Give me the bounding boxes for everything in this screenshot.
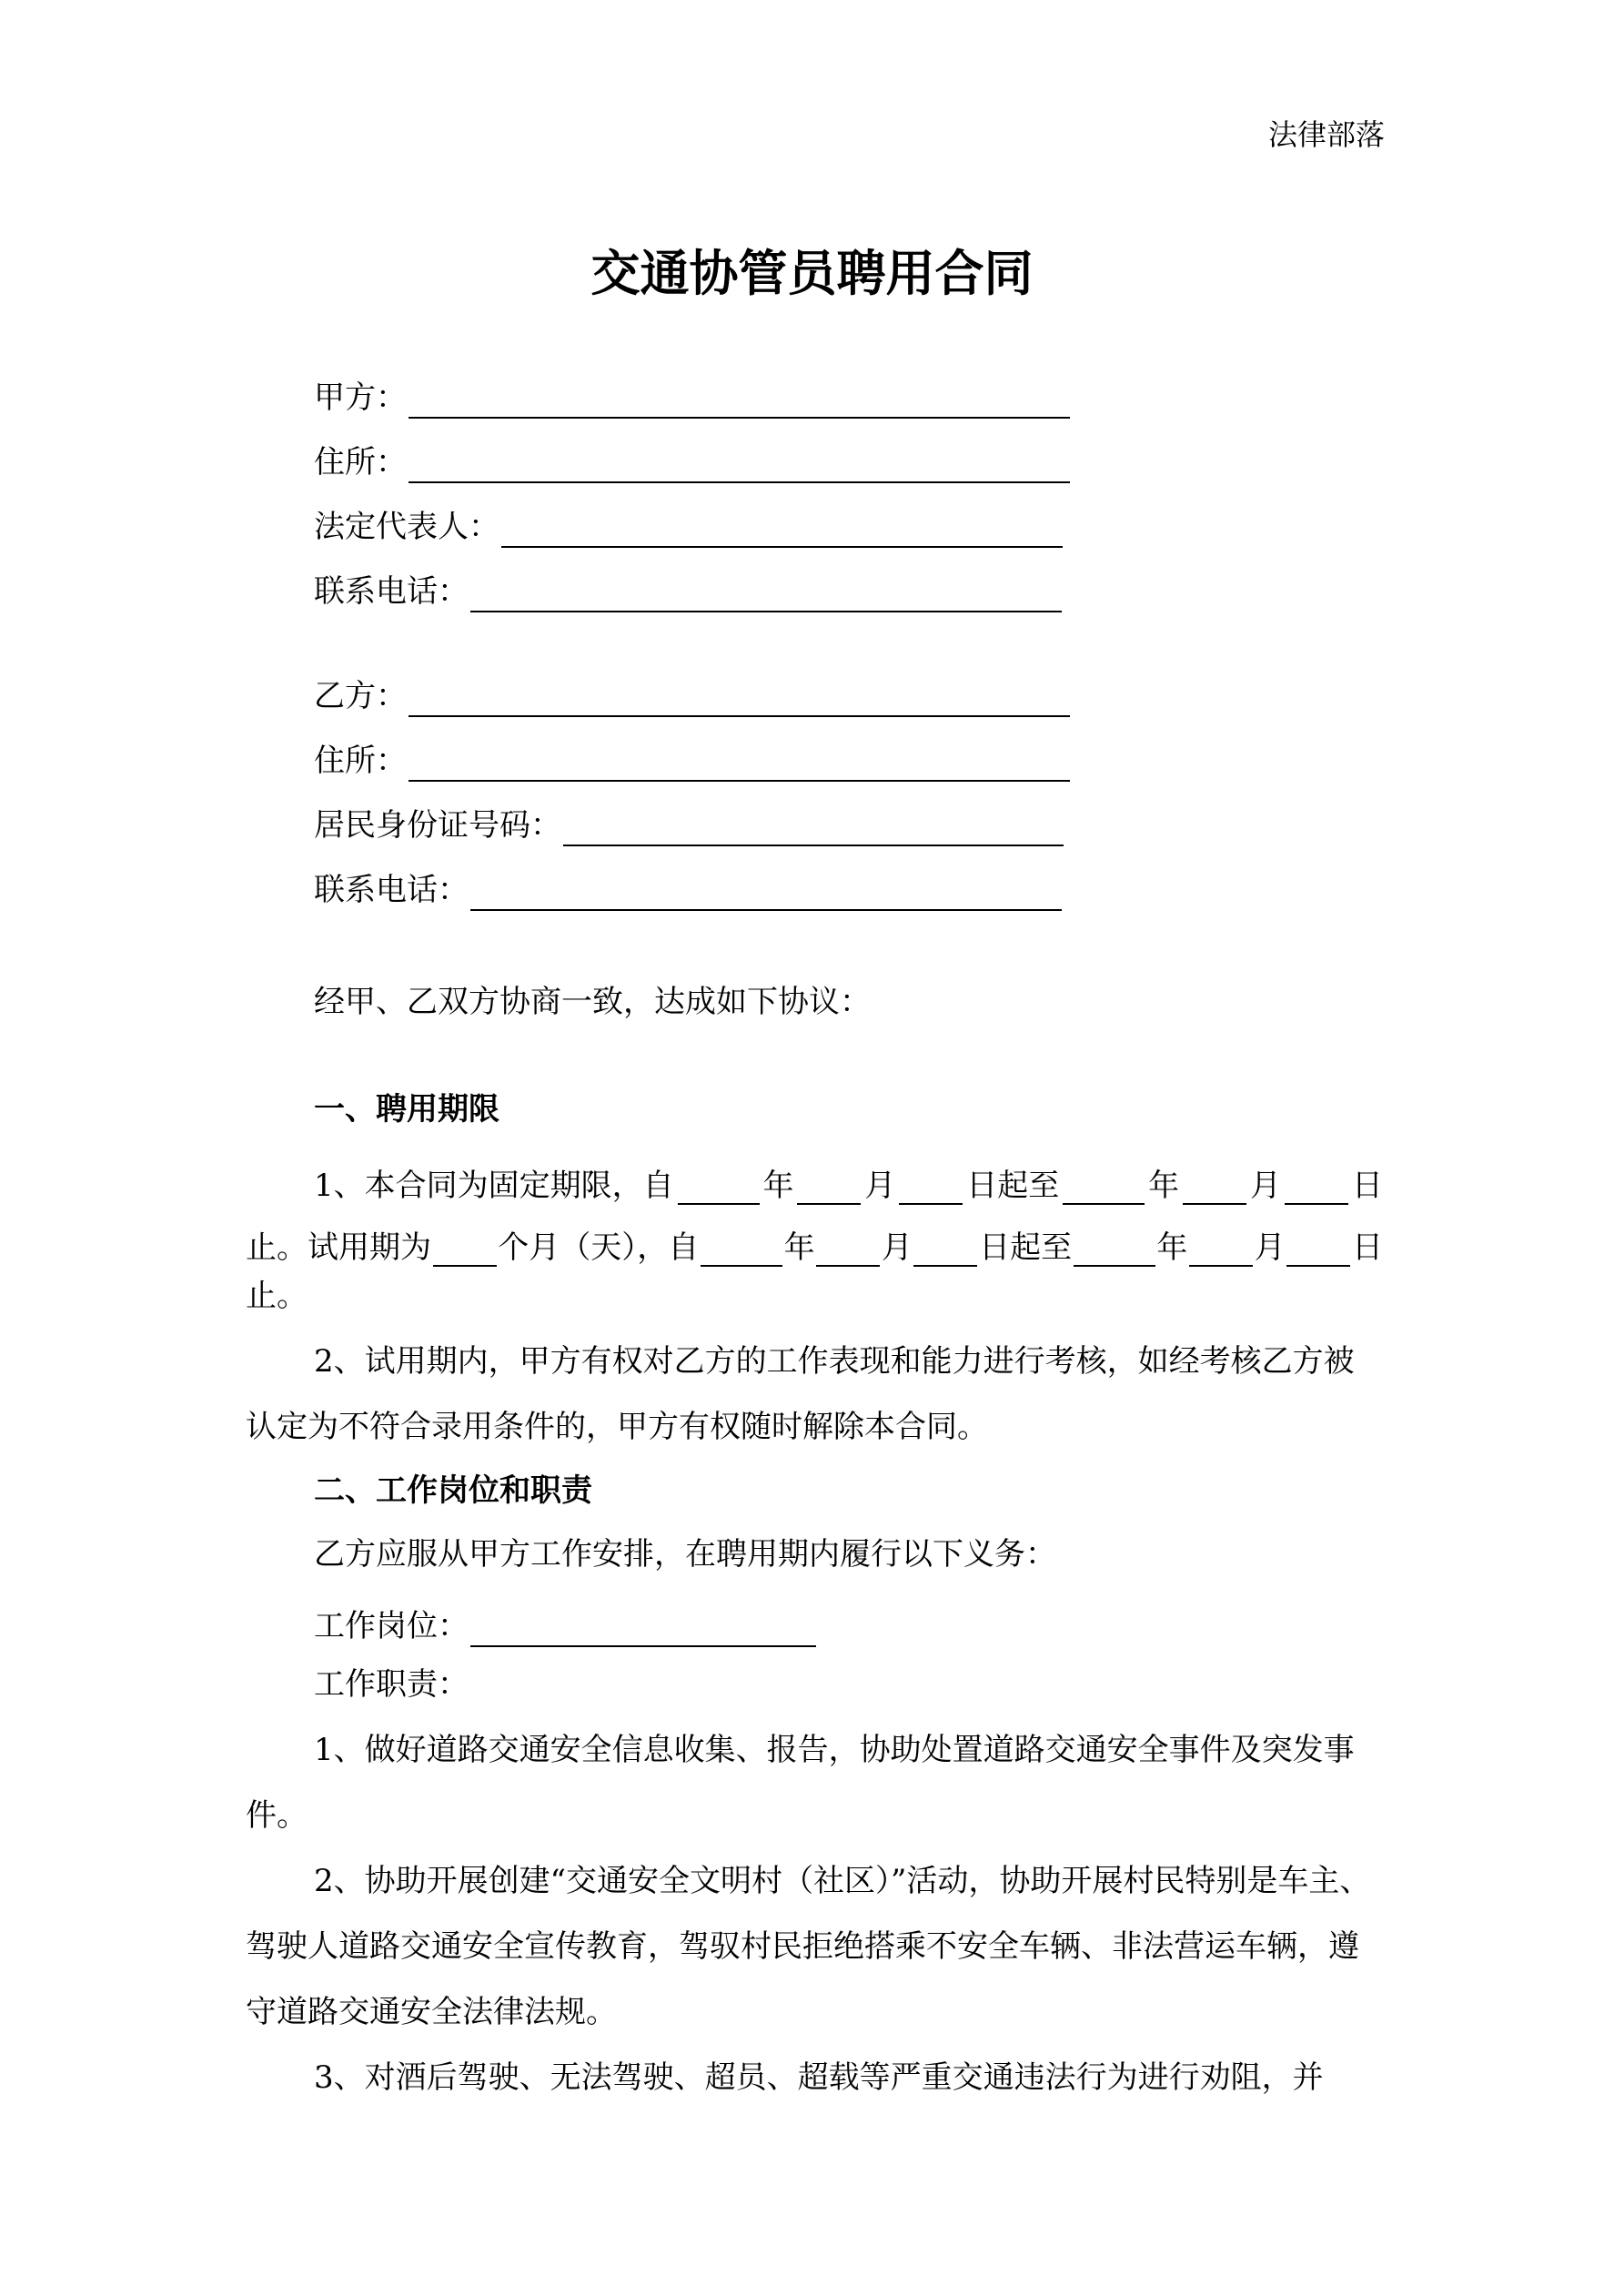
probation-months-label: 个月（天），自 — [498, 1229, 700, 1266]
end-month-label: 月 — [1250, 1168, 1282, 1204]
party-b-address-label: 住所： — [314, 743, 407, 779]
party-a-rep-blank[interactable] — [501, 511, 1063, 548]
party-a-name-blank[interactable] — [409, 382, 1070, 419]
start-day-label: 日起至 — [966, 1168, 1060, 1204]
end-day-blank[interactable] — [1285, 1170, 1348, 1205]
party-b-name-field[interactable] — [314, 670, 1070, 717]
probation-text: 止。试用期为 — [246, 1229, 431, 1266]
header-tag: 法律部落 — [1267, 117, 1385, 152]
start-year-blank[interactable] — [678, 1170, 760, 1205]
start-year-label: 年 — [762, 1168, 794, 1204]
clause-1-line-2 — [246, 1201, 1383, 1267]
party-a-rep-field[interactable] — [314, 501, 1063, 548]
party-a-address-field[interactable] — [314, 436, 1070, 483]
start-month-label: 月 — [864, 1168, 896, 1204]
agreement-intro: 经甲、乙双方协商一致，达成如下协议： — [314, 984, 871, 1020]
party-a-phone-label: 联系电话： — [314, 573, 469, 610]
party-b-address-blank[interactable] — [409, 745, 1070, 782]
party-b-id-blank[interactable] — [563, 810, 1064, 846]
probation-end-month-label: 月 — [1254, 1229, 1286, 1266]
probation-end-day-label: 日 — [1351, 1229, 1383, 1266]
clause-2: 2、试用期内，甲方有权对乙方的工作表现和能力进行考核，如经考核乙方被认定为不符合录用条件的，甲方有权随时解除本合同。 — [246, 1343, 1355, 1445]
probation-start-year-label: 年 — [783, 1229, 815, 1266]
party-b-phone-blank[interactable] — [470, 875, 1062, 911]
section-1-heading: 一、聘用期限 — [314, 1091, 499, 1128]
party-b-id-field[interactable] — [314, 799, 1064, 846]
party-a-rep-label: 法定代表人： — [314, 509, 499, 545]
document-title: 交通协管员聘用合同 — [590, 245, 1034, 302]
clause-1-line-1 — [246, 1139, 1383, 1205]
party-b-phone-label: 联系电话： — [314, 872, 469, 908]
probation-end-year-blank[interactable] — [1074, 1232, 1155, 1267]
start-day-blank[interactable] — [899, 1170, 963, 1205]
duty-2: 2、协助开展创建“交通安全文明村（社区）”活动，协助开展村民特别是车主、驾驶人道路交通安全宣传教育，驾驭村民拒绝搭乘不安全车辆、非法营运车辆，遵守道路交通安全法律法规。 — [246, 1863, 1371, 2030]
probation-months-blank[interactable] — [433, 1232, 497, 1267]
party-b-name-blank[interactable] — [409, 681, 1070, 717]
end-month-blank[interactable] — [1183, 1170, 1246, 1205]
end-year-blank[interactable] — [1063, 1170, 1145, 1205]
duty-1: 1、做好道路交通安全信息收集、报告，协助处置道路交通安全事件及突发事件。 — [246, 1732, 1355, 1834]
party-a-phone-field[interactable] — [314, 565, 1062, 612]
party-a-address-blank[interactable] — [409, 447, 1070, 483]
section-2-heading: 二、工作岗位和职责 — [314, 1472, 592, 1509]
duty-3: 3、对酒后驾驶、无法驾驶、超员、超载等严重交通违法行为进行劝阻，并 — [314, 2059, 1324, 2096]
probation-start-day-blank[interactable] — [913, 1232, 977, 1267]
section-2-intro: 乙方应服从甲方工作安排，在聘用期内履行以下义务： — [314, 1536, 1056, 1573]
end-year-label: 年 — [1148, 1168, 1180, 1204]
start-month-blank[interactable] — [797, 1170, 861, 1205]
probation-start-month-blank[interactable] — [816, 1232, 880, 1267]
position-blank[interactable] — [470, 1611, 816, 1647]
party-b-phone-field[interactable] — [314, 864, 1062, 911]
clause-1-end: 止。 — [246, 1278, 308, 1314]
probation-start-day-label: 日起至 — [979, 1229, 1073, 1266]
clause-1-start-text: 1、本合同为固定期限，自 — [314, 1168, 674, 1204]
duties-label: 工作职责： — [314, 1666, 469, 1703]
party-a-name-field[interactable] — [314, 371, 1070, 419]
probation-end-year-label: 年 — [1156, 1229, 1188, 1266]
party-a-phone-blank[interactable] — [470, 576, 1062, 612]
party-b-address-field[interactable] — [314, 734, 1070, 782]
probation-start-month-label: 月 — [881, 1229, 913, 1266]
position-field[interactable] — [314, 1600, 816, 1647]
party-b-id-label: 居民身份证号码： — [314, 807, 561, 844]
probation-start-year-blank[interactable] — [701, 1232, 782, 1267]
party-a-name-label: 甲方： — [314, 379, 407, 416]
party-b-name-label: 乙方： — [314, 678, 407, 714]
end-day-label: 日 — [1351, 1168, 1383, 1204]
probation-end-day-blank[interactable] — [1286, 1232, 1350, 1267]
probation-end-month-blank[interactable] — [1189, 1232, 1253, 1267]
party-a-address-label: 住所： — [314, 444, 407, 480]
position-label: 工作岗位： — [314, 1608, 469, 1644]
